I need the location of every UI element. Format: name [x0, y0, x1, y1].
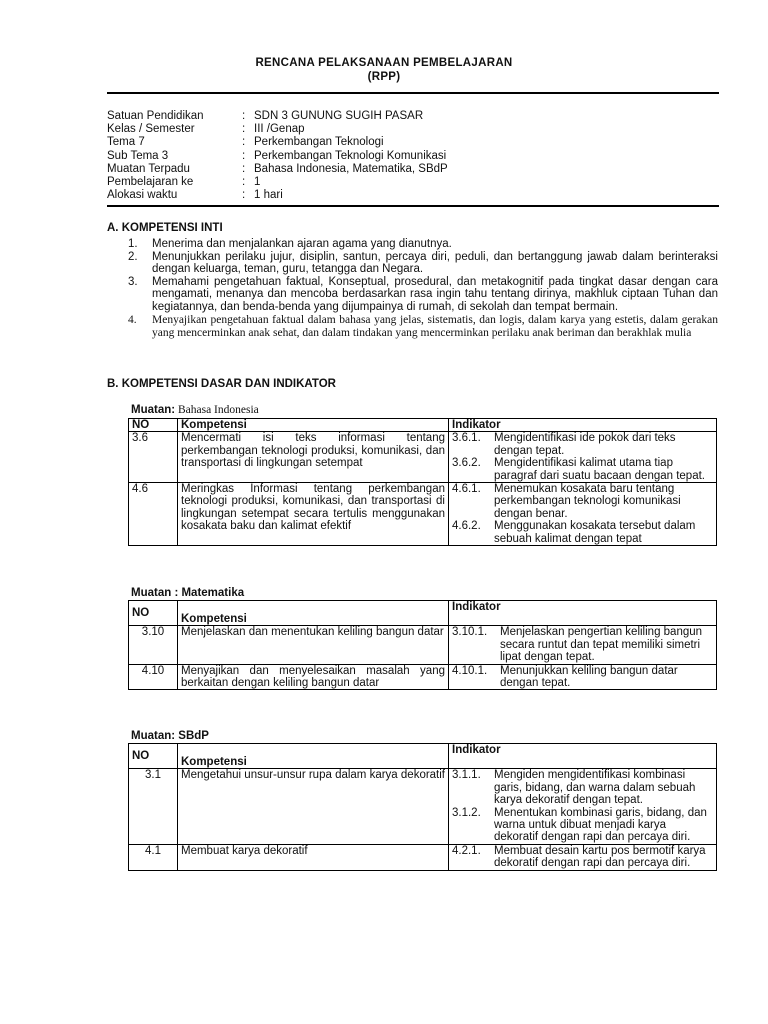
table-matematika	[128, 600, 717, 690]
col-no-header: NO	[129, 744, 178, 769]
col-indikator-header: Indikator	[449, 419, 717, 432]
col-indikator-header: Indikator	[449, 744, 717, 769]
kompetensi-cell: Mencermati isi teks informasi tentang perkembangan teknologi produksi, komunikasi, dan transportasi di lingkungan setempat	[178, 432, 449, 483]
identity-row: Muatan Terpadu : Bahasa Indonesia, Matematika, SBdP	[107, 162, 448, 175]
table-header-row	[129, 601, 717, 626]
list-item: 2. Menunjukkan perilaku jujur, disiplin, santun, percaya diri, peduli, dan bertanggung jawab dalam berinteraksi dengan keluarga, teman, guru, tetangga dan Negara.	[128, 250, 718, 276]
table-sbdp	[128, 743, 717, 871]
no-cell: 3.1	[129, 769, 178, 844]
no-cell: 3.6	[129, 432, 178, 483]
no-cell: 3.10	[129, 626, 178, 664]
indikator-cell: 3.1.1. Mengiden mengidentifikasi kombinasi garis, bidang, dan warna dalam sebuah karya dekoratif dengan tepat. 3.1.2. Menentukan kombinasi garis, bidang, dan warna untuk dibuat menjadi karya dekoratif dengan rapi dan percaya diri.	[449, 769, 717, 844]
section-a-heading: A. KOMPETENSI INTI	[107, 222, 223, 234]
col-kompetensi-header: Kompetensi	[178, 601, 449, 626]
kompetensi-inti-list	[128, 238, 718, 340]
kompetensi-cell: Membuat karya dekoratif	[178, 844, 449, 870]
table-row	[129, 432, 717, 483]
table-row	[129, 483, 717, 546]
kompetensi-cell: Mengetahui unsur-unsur rupa dalam karya dekoratif	[178, 769, 449, 844]
section-b-heading: B. KOMPETENSI DASAR DAN INDIKATOR	[107, 378, 336, 390]
indikator-cell: 4.6.1. Menemukan kosakata baru tentang perkembangan teknologi komunikasi dengan benar. 4.6.2. Menggunakan kosakata tersebut dalam sebuah kalimat dengan tepat	[449, 483, 717, 546]
col-indikator-header: Indikator	[449, 601, 717, 626]
table-header-row	[129, 419, 717, 432]
identity-row: Pembelajaran ke : 1	[107, 175, 261, 188]
indikator-cell: 3.10.1. Menjelaskan pengertian keliling bangun secara runtut dan tepat memiliki simetri lipat dengan tepat.	[449, 626, 717, 664]
kompetensi-cell: Menjelaskan dan menentukan keliling bangun datar	[178, 626, 449, 664]
identity-row: Alokasi waktu : 1 hari	[107, 189, 283, 202]
identity-row: Tema 7 : Perkembangan Teknologi	[107, 136, 384, 149]
muatan-sbdp-label: Muatan: SBdP	[131, 730, 209, 742]
kompetensi-cell: Meringkas Informasi tentang perkembangan teknologi produksi, komunikasi, dan transportasi di lingkungan setempat secara tertulis menggunakan kosakata baku dan kalimat efektif	[178, 483, 449, 546]
no-cell: 4.6	[129, 483, 178, 546]
identity-rule	[107, 205, 719, 207]
no-cell: 4.1	[129, 844, 178, 870]
col-kompetensi-header: Kompetensi	[178, 744, 449, 769]
col-no-header: NO	[129, 601, 178, 626]
list-item: 4. Menyajikan pengetahuan faktual dalam bahasa yang jelas, sistematis, dan logis, dalam karya yang estetis, dalam gerakan yang mencerminkan anak sehat, dan dalam tindakan yang mencerminkan perilaku anak beriman dan berakhlak mulia	[128, 313, 718, 339]
indikator-cell: 4.2.1. Membuat desain kartu pos bermotif karya dekoratif dengan rapi dan percaya diri.	[449, 844, 717, 870]
table-row	[129, 664, 717, 690]
table-row	[129, 626, 717, 664]
document-subtitle: (RPP)	[367, 71, 401, 83]
kompetensi-cell: Menyajikan dan menyelesaikan masalah yang berkaitan dengan keliling bangun datar	[178, 664, 449, 690]
table-bahasa-indonesia	[128, 418, 717, 546]
muatan-bahasa-label: Muatan: Bahasa Indonesia	[131, 404, 259, 416]
top-rule	[107, 92, 719, 94]
indikator-cell: 3.6.1. Mengidentifikasi ide pokok dari teks dengan tepat. 3.6.2. Mengidentifikasi kalimat utama tiap paragraf dari suatu bacaan dengan tepat.	[449, 432, 717, 483]
document-title: RENCANA PELAKSANAAN PEMBELAJARAN	[255, 57, 513, 69]
col-kompetensi-header: Kompetensi	[178, 419, 449, 432]
col-no-header: NO	[129, 419, 178, 432]
identity-row: Kelas / Semester : III /Genap	[107, 123, 305, 136]
muatan-matematika-label: Muatan : Matematika	[131, 587, 245, 599]
list-item: 3. Memahami pengetahuan faktual, Konseptual, prosedural, dan metakognitif pada tingkat dasar dengan cara mengamati, menanya dan mencoba berdasarkan rasa ingin tahu tentang dirinya, makhluk ciptaan Tuhan dan kegiatannya, dan benda-benda yang dijumpainya di rumah, di sekolah dan tempat bermain.	[128, 275, 718, 313]
list-item: 1. Menerima dan menjalankan ajaran agama yang dianutnya.	[128, 238, 452, 250]
table-header-row	[129, 744, 717, 769]
table-row	[129, 769, 717, 844]
identity-block	[107, 110, 448, 202]
identity-row: Satuan Pendidikan : SDN 3 GUNUNG SUGIH PASAR	[107, 110, 424, 122]
indikator-cell: 4.10.1. Menunjukkan keliling bangun datar dengan tepat.	[449, 664, 717, 690]
table-row	[129, 844, 717, 870]
identity-row: Sub Tema 3 : Perkembangan Teknologi Komunikasi	[107, 149, 447, 162]
no-cell: 4.10	[129, 664, 178, 690]
